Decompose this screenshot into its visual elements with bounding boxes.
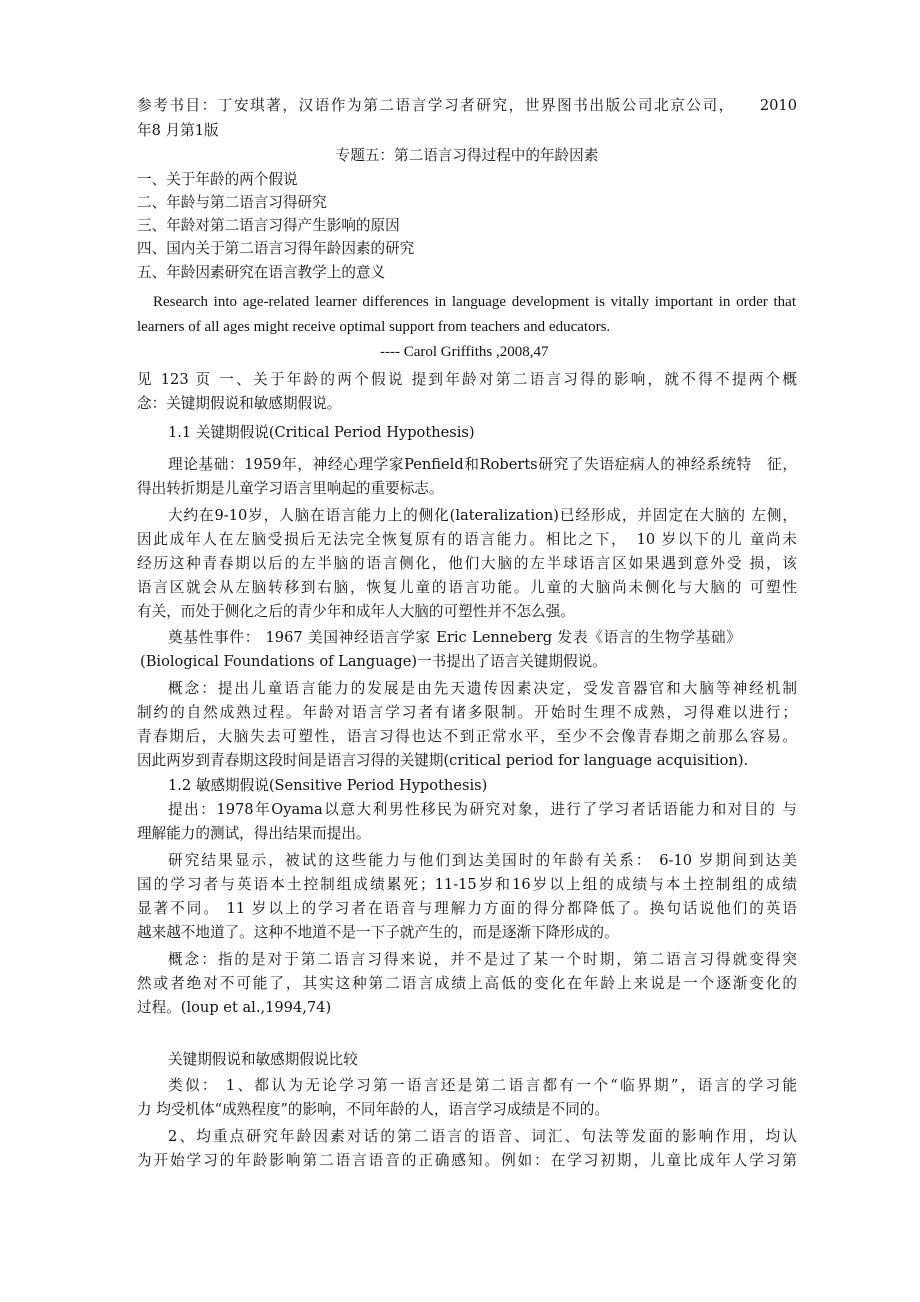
outline-item-2: 二、年龄与第二语言习得研究 xyxy=(137,194,327,211)
comparison-heading: 关键期假说和敏感期假说比较 xyxy=(168,1051,358,1068)
milestone-line-1: 奠基性事件： 1967 美国神经语言学家 Eric Lenneberg 发表《语言的生物学基础》 xyxy=(168,629,741,646)
concept-1-1-line-4: 因此两岁到青春期这段时间是语言习得的关键期(critical period for language acquisition). xyxy=(137,752,749,769)
lateral-line-3: 经历这种青春期以后的左半脑的语言侧化，他们大脑的左半球语言区如果遇到意外受 损，该 xyxy=(137,555,797,572)
lateral-line-5: 有关，而处于侧化之后的青少年和成年人大脑的可塑性并不怎么强。 xyxy=(137,603,575,620)
reference-line-1: 参考书目：丁安琪著，汉语作为第二语言学习者研究，世界图书出版公司北京公司， 2010 xyxy=(137,97,797,114)
intro-line-2: 念：关键期假说和敏感期假说。 xyxy=(137,395,342,412)
outline-item-5: 五、年龄因素研究在语言教学上的意义 xyxy=(137,264,386,281)
outline-item-4: 四、国内关于第二语言习得年龄因素的研究 xyxy=(137,240,415,257)
concept-1-1-line-2: 制约的自然成熟过程。年龄对语言学习者有诸多限制。开始时生理不成熟，习得难以进行； xyxy=(137,704,797,721)
intro-line-1: 见 123 页 一、关于年龄的两个假说 提到年龄对第二语言习得的影响，就不得不提两个概 xyxy=(137,371,797,388)
outline-item-1: 一、关于年龄的两个假说 xyxy=(137,171,298,188)
topic-title: 专题五：第二语言习得过程中的年龄因素 xyxy=(335,147,599,164)
lateral-line-4: 语言区就会从左脑转移到右脑，恢复儿童的语言功能。儿童的大脑尚未侧化与大脑的 可塑性 xyxy=(137,579,797,596)
results-line-2: 国的学习者与英语本土控制组成绩累死；11-15岁和16岁以上组的成绩与本土控制组的成绩 xyxy=(137,876,797,893)
similar-line-2: 力 均受机体“成熟程度”的影响，不同年龄的人，语言学习成绩是不同的。 xyxy=(137,1101,609,1118)
section-1-2-heading: 1.2 敏感期假说(Sensitive Period Hypothesis) xyxy=(168,777,488,794)
concept-1-1-line-1: 概念：提出儿童语言能力的发展是由先天遗传因素决定，受发音器官和大脑等神经机制 xyxy=(168,680,797,697)
theory-line-1: 理论基础：1959年，神经心理学家Penfield和Roberts研究了失语症病人的神经系统特 征， xyxy=(168,456,797,473)
results-line-3: 显著不同。 11 岁以上的学习者在语音与理解力方面的得分都降低了。换句话说他们的英语 xyxy=(137,900,797,917)
quote-line-1: Research into age-related learner differences in language development is vitally important in order that xyxy=(153,294,796,310)
section-1-1-heading: 1.1 关键期假说(Critical Period Hypothesis) xyxy=(168,424,475,441)
concept-1-2-line-2: 然或者绝对不可能了，其实这种第二语言成绩上高低的变化在年龄上来说是一个逐渐变化的 xyxy=(137,975,797,992)
outline-item-3: 三、年龄对第二语言习得产生影响的原因 xyxy=(137,217,400,234)
results-line-1: 研究结果显示，被试的这些能力与他们到达美国时的年龄有关系： 6-10 岁期间到达美 xyxy=(168,852,797,869)
theory-line-2: 得出转折期是儿童学习语言里响起的重要标志。 xyxy=(137,480,444,497)
quote-attribution: ---- Carol Griffiths ,2008,47 xyxy=(380,344,549,360)
lateral-line-1: 大约在9-10岁，人脑在语言能力上的侧化(lateralization)已经形成，并固定在大脑的 左侧， xyxy=(168,507,797,524)
milestone-line-2: (Biological Foundations of Language)一书提出了语言关键期假说。 xyxy=(140,653,607,670)
lateral-line-2: 因此成年人在左脑受损后无法完全恢复原有的语言能力。相比之下， 10 岁以下的儿 童尚未 xyxy=(137,531,797,548)
quote-line-2: learners of all ages might receive optimal support from teachers and educators. xyxy=(137,319,611,335)
concept-1-2-line-3: 过程。(loup et al.,1994,74) xyxy=(137,999,332,1016)
results-line-4: 越来越不地道了。这种不地道不是一下子就产生的，而是逐渐下降形成的。 xyxy=(137,924,619,941)
proposal-line-2: 理解能力的测试，得出结果而提出。 xyxy=(137,825,371,842)
reference-line-2: 年8 月第1版 xyxy=(137,122,219,139)
concept-1-1-line-3: 青春期后，大脑失去可塑性，语言习得也达不到正常水平，至少不会像青春期之前那么容易。 xyxy=(137,728,797,745)
point2-line-1: 2、均重点研究年龄因素对话的第二语言的语音、词汇、句法等发面的影响作用，均认 xyxy=(168,1128,797,1145)
point2-line-2: 为开始学习的年龄影响第二语言语音的正确感知。例如：在学习初期，儿童比成年人学习第 xyxy=(137,1152,797,1169)
proposal-line-1: 提出：1978年Oyama以意大利男性移民为研究对象，进行了学习者话语能力和对目的 与 xyxy=(168,801,797,818)
similar-line-1: 类似： 1、都认为无论学习第一语言还是第二语言都有一个“临界期”，语言的学习能 xyxy=(168,1077,797,1094)
concept-1-2-line-1: 概念：指的是对于第二语言习得来说，并不是过了某一个时期，第二语言习得就变得突 xyxy=(168,951,797,968)
